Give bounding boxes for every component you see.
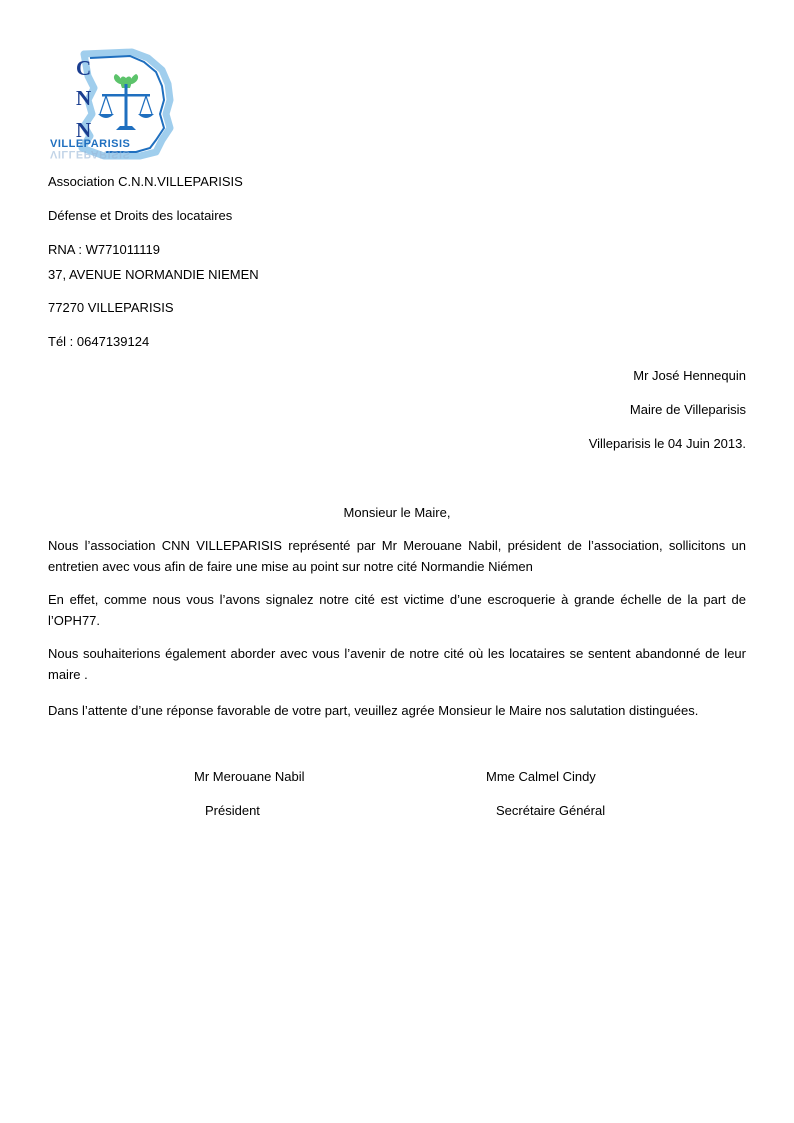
sender-phone: Tél : 0647139124 (48, 334, 150, 349)
signatory-name-secretary: Mme Calmel Cindy (486, 769, 596, 784)
recipient-title: Maire de Villeparisis (629, 402, 746, 417)
body-paragraph: Nous souhaiterions également aborder avec vous l’avenir de notre cité où les locataires se sentent abandonné de leur maire . (48, 646, 746, 682)
signatory-role-secretary: Secrétaire Général (496, 803, 606, 818)
logo-letter-n1: N (76, 86, 92, 110)
logo-letter-n2: N (76, 118, 92, 142)
body-paragraph: Nous l’association CNN VILLEPARISIS représenté par Mr Merouane Nabil, président de l’association, sollicitons un entretien avec vous afin de faire une mise au point sur notre cité Normandie Niémen (48, 538, 746, 574)
signatory-name-president: Mr Merouane Nabil (194, 769, 305, 784)
scales-of-justice-icon (98, 74, 154, 130)
signatory-role-president: Président (205, 803, 260, 818)
logo-name-reflection: VILLEPARISIS (50, 148, 131, 160)
salutation: Monsieur le Maire, (343, 505, 451, 520)
recipient-name: Mr José Hennequin (633, 368, 746, 383)
letter-date: Villeparisis le 04 Juin 2013. (588, 436, 746, 451)
logo-name: VILLEPARISIS (50, 138, 131, 150)
sender-rna: RNA : W771011119 (48, 242, 161, 257)
logo-letter-c: C (76, 56, 92, 80)
sender-purpose: Défense et Droits des locataires (48, 208, 233, 223)
sender-address: 37, AVENUE NORMANDIE NIEMEN (48, 267, 259, 282)
sender-association: Association C.N.N.VILLEPARISIS (48, 174, 243, 189)
body-paragraph: En effet, comme nous vous l’avons signalez notre cité est victime d’une escroquerie à grande échelle de la part de l’OPH77. (48, 592, 746, 628)
body-paragraph: Dans l’attente d’une réponse favorable de votre part, veuillez agrée Monsieur le Maire nos salutation distinguées. (48, 703, 699, 718)
cnn-logo (44, 48, 180, 160)
sender-city: 77270 VILLEPARISIS (48, 300, 174, 315)
